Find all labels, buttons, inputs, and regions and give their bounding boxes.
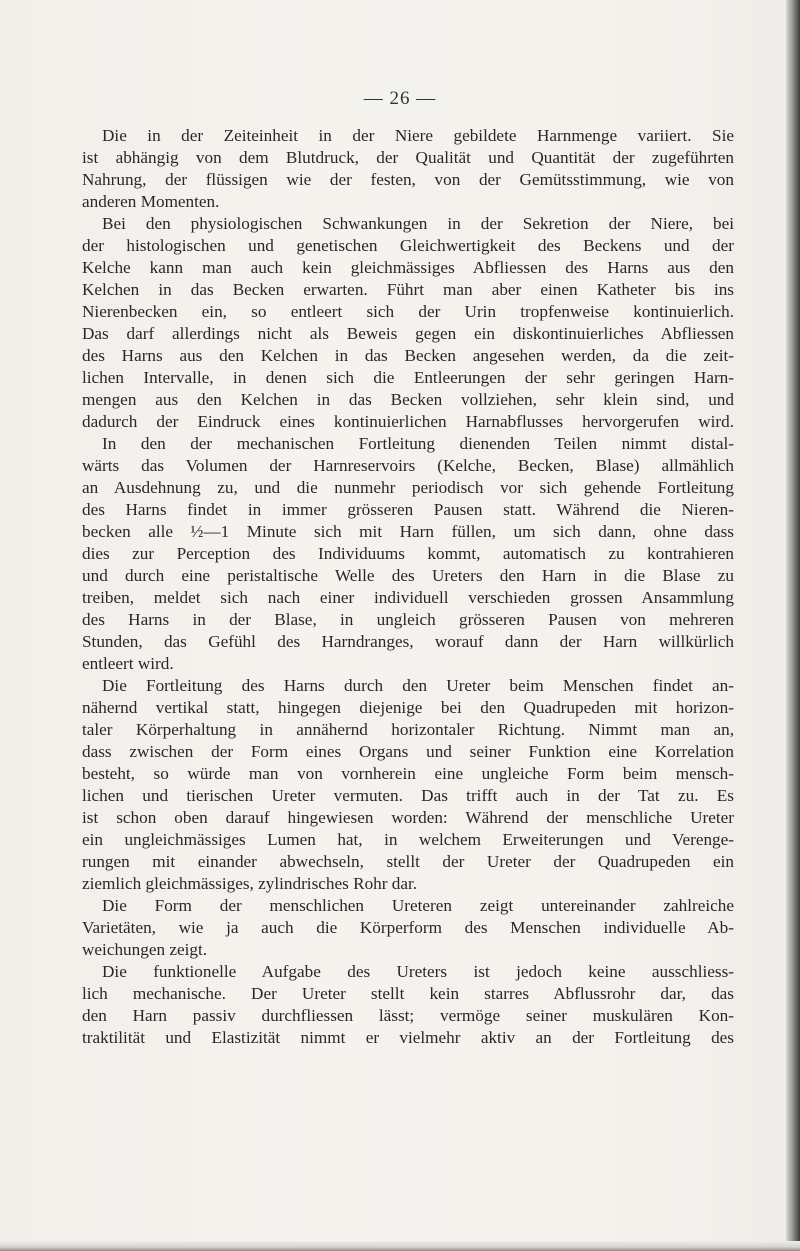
text-line: becken alle ½—1 Minute sich mit Harn füllen, um sich dann, ohne dass <box>82 522 734 541</box>
text-line: wärts das Volumen der Harnreservoirs (Kelche, Becken, Blase) allmählich <box>82 456 734 475</box>
text-line: In den der mechanischen Fortleitung dienenden Teilen nimmt distal- <box>102 434 734 453</box>
paragraph <box>82 961 734 1049</box>
text-line: ist abhängig von dem Blutdruck, der Qualität und Quantität der zugeführten <box>82 148 734 167</box>
text-line: dies zur Perception des Individuums kommt, automatisch zu kontrahieren <box>82 544 734 563</box>
text-line: Das darf allerdings nicht als Beweis gegen ein diskontinuierliches Abfliessen <box>82 324 734 343</box>
text-line: dass zwischen der Form eines Organs und seiner Funktion eine Korrelation <box>82 742 734 761</box>
text-line: taler Körperhaltung in annähernd horizontaler Richtung. Nimmt man an, <box>82 720 734 739</box>
text-line: weichungen zeigt. <box>82 940 208 959</box>
text-line: anderen Momenten. <box>82 192 220 211</box>
paragraph <box>82 433 734 675</box>
text-line: des Harns findet in immer grösseren Pausen statt. Während die Nieren- <box>82 500 734 519</box>
text-line: Die Fortleitung des Harns durch den Ureter beim Menschen findet an- <box>102 676 734 695</box>
paragraph <box>82 213 734 433</box>
text-line: Nierenbecken ein, so entleert sich der Urin tropfenweise kontinuierlich. <box>82 302 734 321</box>
text-line: Die Form der menschlichen Ureteren zeigt untereinander zahlreiche <box>102 896 734 915</box>
text-line: ist schon oben darauf hingewiesen worden: Während der menschliche Ureter <box>82 808 734 827</box>
text-line: des Harns aus den Kelchen in das Becken angesehen werden, da die zeit- <box>82 346 734 365</box>
text-line: traktilität und Elastizität nimmt er vielmehr aktiv an der Fortleitung des <box>82 1028 734 1047</box>
text-line: Varietäten, wie ja auch die Körperform des Menschen individuelle Ab- <box>82 918 734 937</box>
page-bottom-edge <box>0 1241 800 1251</box>
text-line: lichen und tierischen Ureter vermuten. Das trifft auch in der Tat zu. Es <box>82 786 734 805</box>
text-line: und durch eine peristaltische Welle des Ureters den Harn in die Blase zu <box>82 566 734 585</box>
text-line: mengen aus den Kelchen in das Becken vollziehen, sehr klein sind, und <box>82 390 734 409</box>
text-body <box>82 125 734 1049</box>
text-line: treiben, meldet sich nach einer individuell verschieden grossen Ansammlung <box>82 588 734 607</box>
text-line: Die in der Zeiteinheit in der Niere gebildete Harnmenge variiert. Sie <box>102 126 734 145</box>
book-binding-edge <box>786 0 800 1251</box>
page-number: — 26 — <box>363 88 437 109</box>
text-line: Die funktionelle Aufgabe des Ureters ist jedoch keine ausschliess- <box>102 962 734 981</box>
text-line: der histologischen und genetischen Gleichwertigkeit des Beckens und der <box>82 236 734 255</box>
text-line: an Ausdehnung zu, und die nunmehr periodisch vor sich gehende Fortleitung <box>82 478 734 497</box>
text-line: rungen mit einander abwechseln, stellt der Ureter der Quadrupeden ein <box>82 852 734 871</box>
text-line: Stunden, das Gefühl des Harndranges, worauf dann der Harn willkürlich <box>82 632 734 651</box>
text-line: lichen Intervalle, in denen sich die Entleerungen der sehr geringen Harn- <box>82 368 734 387</box>
paragraph <box>82 675 734 895</box>
text-line: lich mechanische. Der Ureter stellt kein starres Abflussrohr dar, das <box>82 984 734 1003</box>
text-line: entleert wird. <box>82 654 174 673</box>
text-line: ziemlich gleichmässiges, zylindrisches Rohr dar. <box>82 874 418 893</box>
text-line: dadurch der Eindruck eines kontinuierlichen Harnabflusses hervorgerufen wird. <box>82 412 734 431</box>
text-line: Kelchen in das Becken erwarten. Führt man aber einen Katheter bis ins <box>82 280 734 299</box>
text-line: besteht, so würde man von vornherein eine ungleiche Form beim mensch- <box>82 764 734 783</box>
text-line: des Harns in der Blase, in ungleich grösseren Pausen von mehreren <box>82 610 734 629</box>
paragraph <box>82 895 734 961</box>
paragraph <box>82 125 734 213</box>
text-line: nähernd vertikal statt, hingegen diejenige bei den Quadrupeden mit horizon- <box>82 698 734 717</box>
text-line: Nahrung, der flüssigen wie der festen, von der Gemütsstimmung, wie von <box>82 170 734 189</box>
text-line: Bei den physiologischen Schwankungen in der Sekretion der Niere, bei <box>102 214 734 233</box>
text-line: ein ungleichmässiges Lumen hat, in welchem Erweiterungen und Verenge- <box>82 830 734 849</box>
text-line: den Harn passiv durchfliessen lässt; vermöge seiner muskulären Kon- <box>82 1006 734 1025</box>
text-line: Kelche kann man auch kein gleichmässiges Abfliessen des Harns aus den <box>82 258 734 277</box>
